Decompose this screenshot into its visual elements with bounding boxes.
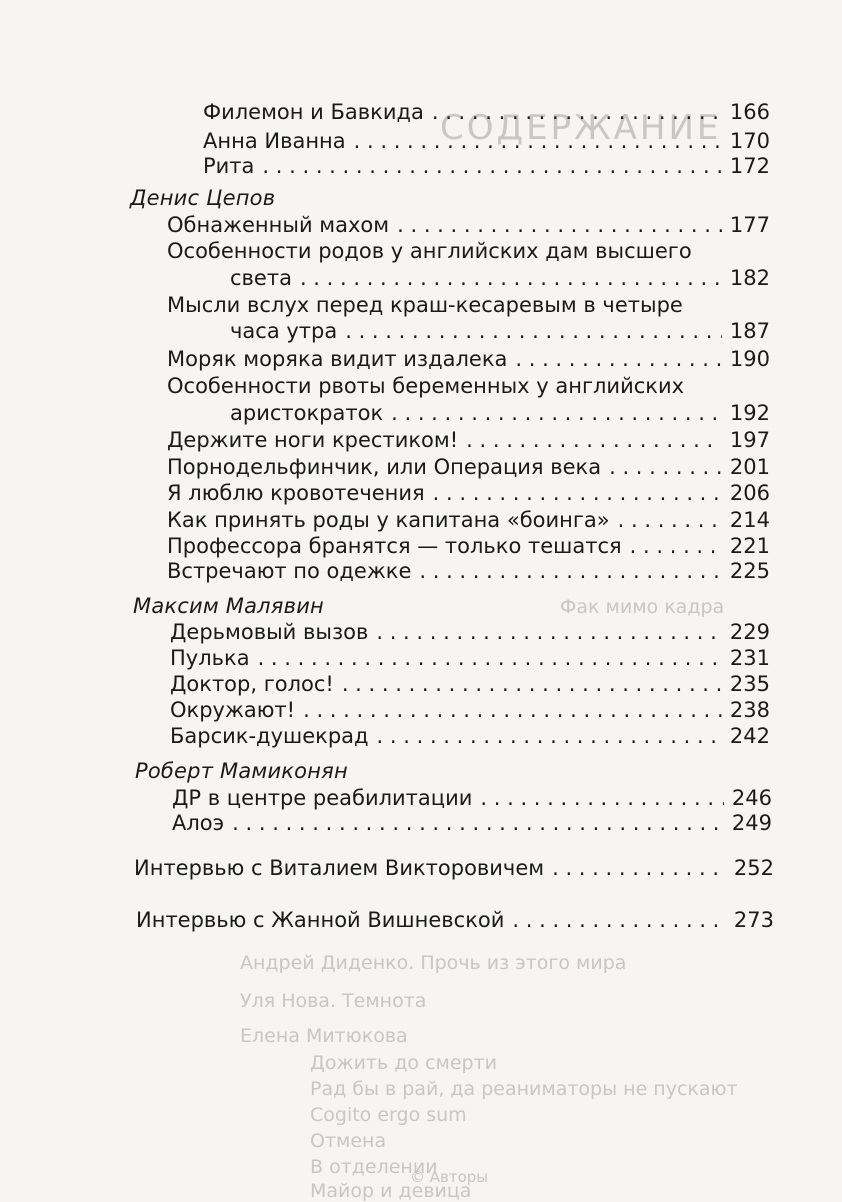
entry-title-line2: часа утра <box>230 319 338 343</box>
dot-leader <box>618 507 722 533</box>
entry-page: 229 <box>729 620 770 644</box>
dot-leader <box>377 723 722 749</box>
entry-page: 214 <box>729 508 770 532</box>
entry-title: Как принять роды у капитана «боинга» <box>167 508 610 532</box>
toc-entry[interactable] <box>172 810 772 836</box>
dot-leader <box>342 671 722 697</box>
author-name: Максим Малявин <box>133 594 324 618</box>
entry-page: 238 <box>729 698 770 722</box>
dot-leader <box>354 128 722 154</box>
entry-title-line1: Особенности рвоты беременных у английских <box>167 374 685 398</box>
ghost-line: Рад бы в рай, да реаниматоры не пускают <box>310 1078 738 1100</box>
entry-title-line1: Особенности родов у английских дам высшего <box>167 239 692 263</box>
toc-entry[interactable] <box>172 785 772 811</box>
toc-entry[interactable] <box>170 723 770 749</box>
entry-title: Пулька <box>170 646 250 670</box>
entry-title: Окружают! <box>170 698 296 722</box>
toc-entry[interactable] <box>203 128 770 154</box>
toc-entry[interactable] <box>134 855 774 881</box>
entry-title: Алоэ <box>172 811 225 835</box>
entry-page: 190 <box>729 347 770 371</box>
entry-title: Барсик-душекрад <box>170 724 369 748</box>
entry-title: Я люблю кровотечения <box>167 481 425 505</box>
toc-entry[interactable] <box>136 907 774 933</box>
entry-title: Профессора бранятся — только тешатся <box>167 534 622 558</box>
toc-entry[interactable] <box>230 318 770 344</box>
entry-title: ДР в центре реабилитации <box>172 786 473 810</box>
dot-leader <box>630 533 722 559</box>
entry-title-line2: аристократок <box>230 401 384 425</box>
entry-page: 172 <box>729 154 770 178</box>
entry-page: 225 <box>729 559 770 583</box>
toc-entry[interactable] <box>167 346 770 372</box>
toc-entry[interactable] <box>167 212 770 238</box>
dot-leader <box>433 480 722 506</box>
toc-entry[interactable] <box>167 427 770 453</box>
entry-page: 177 <box>729 213 770 237</box>
toc-entry[interactable] <box>167 558 770 584</box>
entry-page: 182 <box>729 266 770 290</box>
toc-entry[interactable] <box>167 480 770 506</box>
dot-leader <box>391 400 722 426</box>
entry-title: Встречают по одежке <box>167 559 412 583</box>
ghost-line: Уля Нова. Темнота <box>240 990 427 1012</box>
entry-page: 252 <box>733 856 774 880</box>
entry-page: 197 <box>729 428 770 452</box>
entry-title: Интервью с Жанной Вишневской <box>136 908 505 932</box>
entry-title: Дерьмовый вызов <box>170 620 369 644</box>
entry-title: Порнодельфинчик, или Операция века <box>167 455 602 479</box>
dot-leader <box>419 558 722 584</box>
dot-leader <box>466 427 722 453</box>
entry-title-line1: Мысли вслух перед краш-кесаревым в четыре <box>167 293 683 317</box>
toc-entry[interactable] <box>170 671 770 697</box>
author-name: Роберт Мамиконян <box>135 759 348 783</box>
toc-entry[interactable] <box>203 153 770 179</box>
entry-title: Моряк моряка видит издалека <box>167 347 508 371</box>
toc-entry[interactable] <box>203 99 770 125</box>
ghost-line: Cogito ergo sum <box>310 1104 467 1126</box>
entry-page: 206 <box>729 481 770 505</box>
entry-page: 221 <box>729 534 770 558</box>
entry-page: 187 <box>729 319 770 343</box>
toc-entry[interactable] <box>230 400 770 426</box>
entry-page: 170 <box>729 129 770 153</box>
dot-leader <box>232 810 724 836</box>
toc-entry[interactable] <box>167 507 770 533</box>
ghost-line: Майор и девица <box>310 1180 472 1202</box>
entry-title: Держите ноги крестиком! <box>167 428 459 452</box>
ghost-line: Андрей Диденко. Прочь из этого мира <box>240 952 627 974</box>
toc-entry[interactable] <box>167 454 770 480</box>
entry-page: 166 <box>729 100 770 124</box>
dot-leader <box>303 697 722 723</box>
dot-leader <box>552 855 726 881</box>
entry-page: 235 <box>729 672 770 696</box>
dot-leader <box>262 153 721 179</box>
entry-page: 201 <box>729 455 770 479</box>
ghost-line: Отмена <box>310 1130 387 1152</box>
entry-page: 242 <box>729 724 770 748</box>
entry-title: Интервью с Виталием Викторовичем <box>134 856 545 880</box>
author-name: Денис Цепов <box>130 186 276 210</box>
toc-entry[interactable] <box>170 645 770 671</box>
ghost-heading: СОДЕРЖАНИЕ <box>440 108 722 148</box>
entry-title-line2: света <box>230 266 292 290</box>
entry-title: Филемон и Бавкида <box>203 100 424 124</box>
entry-title: Обнаженный махом <box>167 213 390 237</box>
toc-entry[interactable] <box>230 265 770 291</box>
toc-entry[interactable] <box>170 697 770 723</box>
dot-leader <box>258 645 722 671</box>
ghost-line: В отделении <box>310 1156 438 1178</box>
dot-leader <box>515 346 722 372</box>
entry-page: 273 <box>733 908 774 932</box>
ghost-line: Елена Митюкова <box>240 1025 408 1047</box>
entry-page: 231 <box>729 646 770 670</box>
entry-title: Рита <box>203 154 255 178</box>
dot-leader <box>345 318 722 344</box>
dot-leader <box>480 785 724 811</box>
dot-leader <box>432 99 722 125</box>
toc-entry[interactable] <box>167 533 770 559</box>
entry-page: 246 <box>731 786 772 810</box>
dot-leader <box>300 265 722 291</box>
entry-title: Анна Иванна <box>203 129 346 153</box>
ghost-line: © Авторы <box>410 1168 489 1186</box>
dot-leader <box>512 907 726 933</box>
dot-leader <box>609 454 722 480</box>
entry-title: Доктор, голос! <box>170 672 334 696</box>
dot-leader <box>397 212 722 238</box>
entry-page: 249 <box>731 811 772 835</box>
dot-leader <box>376 619 722 645</box>
ghost-line: Фак мимо кадра <box>560 596 725 618</box>
toc-entry[interactable] <box>170 619 770 645</box>
entry-page: 192 <box>729 401 770 425</box>
ghost-line: Дожить до смерти <box>310 1052 497 1074</box>
